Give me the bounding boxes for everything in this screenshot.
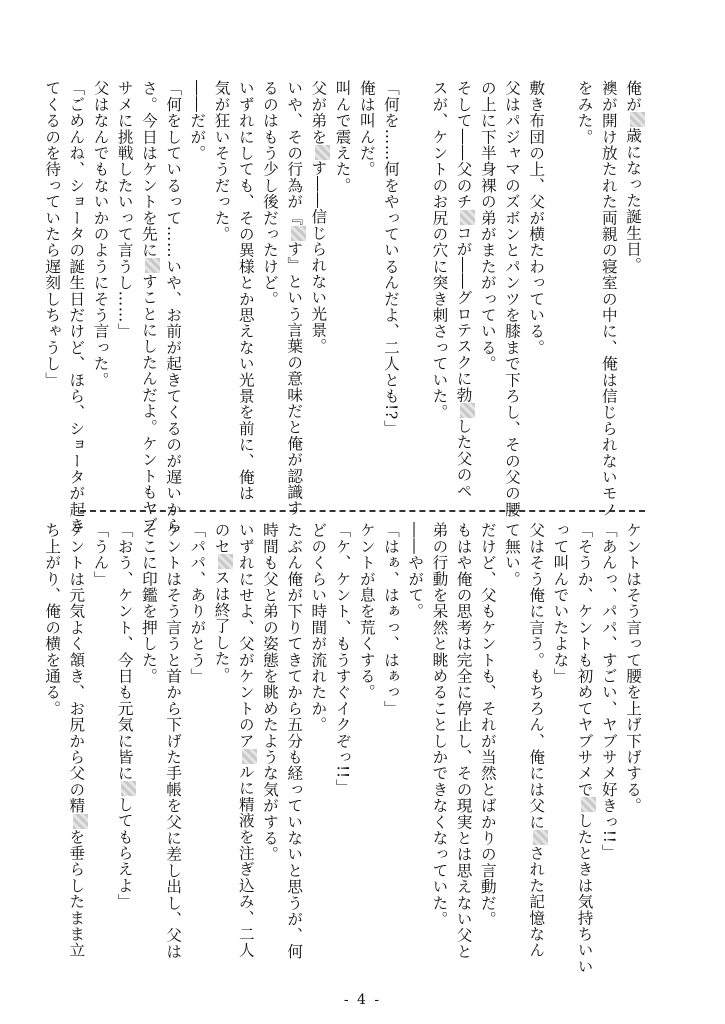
text-line: のセスは終了した。: [209, 522, 233, 942]
text-line: そして――父のチコが――グロテスクに勃した父のペ: [451, 80, 475, 500]
mosaic-censor: [145, 258, 160, 273]
text-line: ケントはそう言って腰を上げ下げする。: [624, 522, 642, 814]
mosaic-censor: [630, 112, 645, 127]
mosaic-censor: [121, 781, 136, 796]
text-line: 襖が開け放たれた両親の寝室の中に、俺は信じられないモノ: [599, 80, 618, 518]
top-text-block: [40, 80, 645, 534]
text-line: スが、ケントのお尻の穴に突き刺さっていた。: [430, 80, 449, 421]
mosaic-censor: [218, 554, 233, 569]
text-line: ち上がり、俺の横を通る。: [43, 522, 62, 717]
text-line: 時間も父と弟の姿態を眺めたような気がする。: [260, 522, 279, 863]
text-line: 父はなんでもないかのようにそう言った。: [91, 80, 110, 388]
text-line: 「ケ、ケント、もうすぐイクぞっ!!」: [333, 522, 352, 795]
text-line: 「おう、ケント、今日も元気に皆にしてもらえよ」: [113, 522, 137, 942]
text-line: 「はぁ、はぁっ、はぁっ」: [381, 522, 400, 717]
text-line: 敷き布団の上、父が横たわっている。: [527, 80, 546, 356]
mosaic-censor: [291, 226, 306, 241]
text-line: どのくらい時間が流れたか。: [309, 522, 328, 733]
text-line: 「何をしているって……いや、お前が起きてくるのが遅いから: [164, 80, 183, 534]
text-line: サメに挑戦したいって言うし……」: [115, 80, 134, 340]
text-line: 父はパジャマのズボンとパンツを膝まで下ろし、その父の腰: [502, 80, 521, 518]
mosaic-censor: [73, 814, 88, 829]
text-line: ケントはそう言うと首から下げた手帳を父に差し出し、父は: [164, 522, 183, 960]
text-line: て無い。: [502, 522, 521, 587]
text-line: をみた。: [575, 80, 594, 145]
mosaic-censor: [533, 830, 548, 845]
text-line: ケントが息を荒くする。: [357, 522, 376, 701]
text-line: いや、その行為が『す』という言葉の意味だと俺が認識す: [282, 80, 306, 500]
text-line: 父はそう俺に言う。もちろん、俺には父にされた記憶なん: [524, 522, 548, 942]
text-line: 「あんっ、パパ、すごい、ヤブサメ好きっ!!」: [599, 522, 618, 860]
text-line: 「うん」: [91, 522, 110, 587]
mosaic-censor: [242, 749, 257, 764]
page-number: - 4 -: [343, 992, 382, 1008]
text-line: たぶん俺が下りてきてから五分も経っていないと思うが、何: [285, 522, 304, 960]
mosaic-censor: [315, 145, 330, 160]
text-line: って叫んでいたよな」: [551, 522, 570, 684]
bottom-text-block: [40, 522, 645, 975]
text-line: てくるのを待っていたら遅刻しちゃうし」: [43, 80, 62, 388]
text-line: いずれにしても、その異様とか思えない光景を前に、俺は: [236, 80, 255, 502]
text-line: もはや俺の思考は完全に停止し、その現実とは思えない父と: [454, 522, 473, 960]
text-line: 弟の行動を呆然と眺めることしかできなくなっていた。: [430, 522, 449, 927]
text-line: ――やがて。: [406, 522, 425, 620]
section-divider: [80, 510, 645, 512]
text-line: そこに印鑑を押した。: [139, 522, 158, 684]
text-line: 「そうか、ケントも初めてヤブサメでしたときは気持ちいい: [572, 522, 596, 942]
blank-line: [403, 80, 427, 500]
text-line: の上に下半身裸の弟がまたがっている。: [478, 80, 497, 372]
text-line: 「パパ、ありがとう」: [188, 522, 207, 684]
text-line: 俺が歳になった誕生日。: [621, 80, 645, 500]
text-line: 気が狂いそうだった。: [212, 80, 231, 242]
mosaic-censor: [460, 210, 475, 225]
text-line: いずれにせよ、父がケントのアルに精液を注ぎ込み、二人: [234, 522, 258, 942]
text-line: 俺は叫んだ。: [357, 80, 376, 178]
text-line: 「ごめんね、ショータの誕生日だけど、ほら、ショータが起き: [67, 80, 86, 534]
text-line: 父が弟をす――信じられない光景。: [306, 80, 330, 500]
text-line: 叫んで震えた。: [333, 80, 352, 194]
text-line: 「何を……何をやっているんだよ、二人とも!?」: [381, 80, 400, 437]
text-line: さ。今日はケントを先にすことにしたんだよ。ケントもヤブ: [137, 80, 161, 500]
text-line: だけど、父もケントも、それが当然とばかりの言動だ。: [478, 522, 497, 927]
text-line: ――だが。: [188, 80, 207, 161]
text-line: ケントは元気よく頷き、お尻から父の精を垂らしたまま立: [64, 522, 88, 942]
mosaic-censor: [581, 797, 596, 812]
blank-line: [548, 80, 572, 500]
mosaic-censor: [460, 403, 475, 418]
text-line: るのはもう少し後だったけど。: [260, 80, 279, 307]
